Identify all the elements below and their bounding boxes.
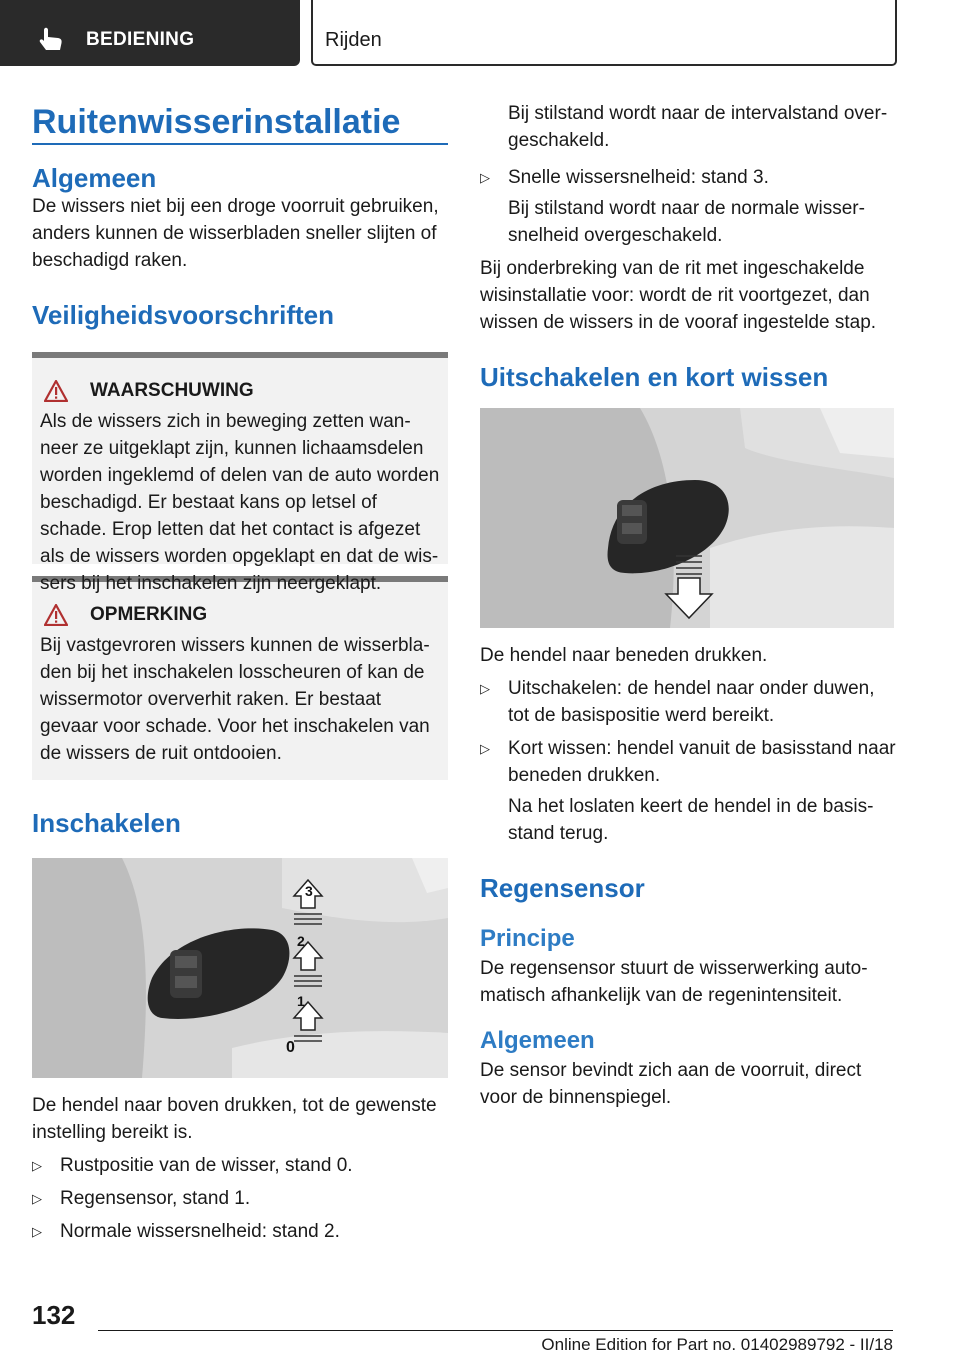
switch-on-figure <box>32 858 448 1078</box>
continued-sub-text-2: Bij stilstand wordt naar de normale wissersnelheid overgeschakeld. <box>508 198 865 246</box>
rain-sensor-heading: Regensensor <box>480 873 645 903</box>
section-tab[interactable] <box>0 0 300 66</box>
list-arrow-icon: ▷ <box>480 170 490 185</box>
figure-label-0: 0 <box>286 1039 295 1056</box>
continued-list <box>480 164 896 191</box>
warning-box <box>32 352 448 594</box>
figure-label-3: 3 <box>305 883 313 899</box>
section-label: BEDIENING <box>86 29 195 50</box>
general-text: De wissers niet bij een droge voorruit gebruiken, anders kunnen de wisserbladen sneller slijten of beschadigd raken. <box>32 196 439 271</box>
list-arrow-icon: ▷ <box>480 681 490 696</box>
off-list <box>480 675 896 789</box>
notice-box <box>32 576 448 780</box>
list-item: ▷ Regensensor, stand 1. <box>32 1185 448 1212</box>
list-item: ▷ Kort wissen: hendel vanuit de basisstand naar beneden drukken. <box>480 735 896 789</box>
warning-triangle-icon <box>44 604 68 626</box>
list-arrow-icon: ▷ <box>32 1158 42 1173</box>
list-item: ▷ Normale wissersnelheid: stand 2. <box>32 1218 448 1245</box>
rain-general-text: De sensor bevindt zich aan de voorruit, direct voor de binnenspiegel. <box>480 1060 862 1108</box>
interrupt-text: Bij onderbreking van de rit met ingeschakelde wisinstallatie voor: wordt de rit voortgezet, dan wissen de wissers in de vooraf ingestelde stap. <box>480 258 877 333</box>
list-arrow-icon: ▷ <box>32 1224 42 1239</box>
notice-header <box>40 602 440 628</box>
list-arrow-icon: ▷ <box>32 1191 42 1206</box>
figure-label-1: 1 <box>297 993 305 1009</box>
lever-down-illustration <box>480 408 894 628</box>
page-title: Ruitenwisserinstallatie <box>32 103 401 141</box>
hand-pointer-icon <box>36 24 66 54</box>
warning-title: WAARSCHUWING <box>90 380 254 401</box>
principle-heading: Principe <box>480 925 575 952</box>
switch-off-figure <box>480 408 894 628</box>
lever-up-illustration <box>32 858 448 1078</box>
edition-text: Online Edition for Part no. 01402989792 - II/18 <box>541 1335 893 1354</box>
list-item: ▷ Snelle wissersnelheid: stand 3. <box>480 164 896 191</box>
left-column <box>32 96 448 1245</box>
chapter-label: Rijden <box>325 29 382 51</box>
continued-sub-text: Bij stilstand wordt naar de intervalstand overgeschakeld. <box>508 103 888 151</box>
switch-on-heading: Inschakelen <box>32 808 181 838</box>
list-item: ▷ Rustpositie van de wisser, stand 0. <box>32 1152 448 1179</box>
warning-header <box>40 378 440 404</box>
page-number: 132 <box>32 1300 76 1330</box>
notice-text: Bij vastgevroren wissers kunnen de wisserbladen bij het inschakelen losscheuren of kan de wissermotor oververhit raken. Er bestaat gevaar voor schade. Voor het inschakelen van de wissers de ruit ontdooien. <box>40 635 430 764</box>
principle-text: De regensensor stuurt de wisserwerking automatisch afhankelijk van de regenintensiteit. <box>480 958 868 1006</box>
chapter-header <box>311 0 897 66</box>
list-item: ▷ Uitschakelen: de hendel naar onder duwen, tot de basispositie werd bereikt. <box>480 675 896 729</box>
general-heading: Algemeen <box>32 163 157 193</box>
notice-title: OPMERKING <box>90 604 208 625</box>
title-rule <box>32 143 448 145</box>
off-heading: Uitschakelen en kort wissen <box>480 362 829 392</box>
warning-triangle-icon <box>44 380 68 402</box>
off-text: De hendel naar beneden drukken. <box>480 645 768 666</box>
position-list <box>32 1152 448 1245</box>
right-column <box>480 96 896 1111</box>
warning-text: Als de wissers zich in beweging zetten wanneer ze uitgeklapt zijn, kunnen lichaamsdelen worden ingeklemd of delen van de auto worden beschadigd. Er bestaat kans op letsel of schade. Erop letten dat het contact is afgezet als de wissers worden opgeklapt en dat de wissers bij het inschakelen zijn neergeklapt. <box>40 411 440 594</box>
footer-rule <box>98 1330 893 1331</box>
figure-label-2: 2 <box>297 933 305 949</box>
off-sub-text: Na het loslaten keert de hendel in de basisstand terug. <box>508 796 874 844</box>
switch-on-text: De hendel naar boven drukken, tot de gewenste instelling bereikt is. <box>32 1095 437 1143</box>
safety-heading: Veiligheidsvoorschriften <box>32 300 334 330</box>
list-arrow-icon: ▷ <box>480 741 490 756</box>
rain-general-heading: Algemeen <box>480 1027 595 1054</box>
